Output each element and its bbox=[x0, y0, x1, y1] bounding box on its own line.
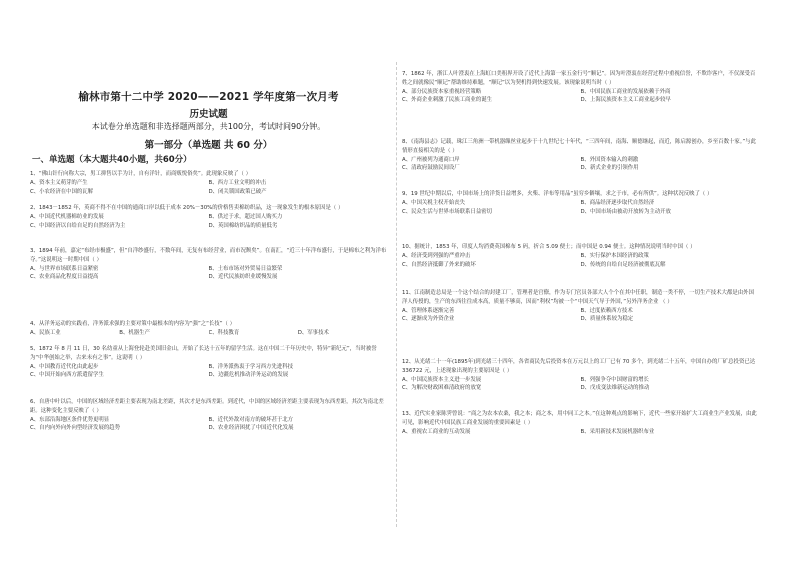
option-d: D、传统的自给自足经济被彻底瓦解 bbox=[580, 261, 666, 268]
question-stem: 1、“佛山针行向称大宗，男工抑售以手为计，自有洋针，而商贩悦俗矣”。此现象反映了（ ） bbox=[30, 171, 251, 177]
question-12 bbox=[402, 358, 759, 393]
question-stem: 8、《南海县志》记载，珠江三角洲一带机器缫丝业起步于十九世纪七十年代，“三四年间，南海、顺德继起，而近，陈启源创办，乡至百数十家。”与此情形直接相关的是（ ） bbox=[402, 139, 757, 154]
option-d: D、质量体系较为稳定 bbox=[580, 316, 634, 323]
option-c: C、中国开始向西方派遣留学生 bbox=[30, 372, 104, 379]
option-b: B、过度依赖西方技术 bbox=[580, 307, 633, 314]
option-b: B、机器生产 bbox=[119, 329, 150, 336]
option-d: D、边疆危机推动洋务运动的发展 bbox=[208, 372, 289, 379]
option-a: A、民族工业 bbox=[30, 329, 61, 336]
question-3 bbox=[30, 247, 387, 282]
option-a: A、管理体系逐渐完善 bbox=[402, 307, 455, 314]
option-d: D、闭关锁国政策已破产 bbox=[208, 188, 267, 195]
question-stem: 6、自唐中叶以后，中国的区域经济差距主要表现为南北差距，其次才是东西差距。到近代，中国的区域经济差距主要表现为东西差距，其次为南北差距。这种变化主要反映了（ ） bbox=[30, 399, 384, 414]
option-b: B、供过于求，超过国人购买力 bbox=[208, 213, 283, 220]
option-a: A、中国关税主权开始丧失 bbox=[402, 199, 465, 206]
question-10 bbox=[402, 243, 759, 269]
question-stem: 9、19 世纪中期以后，中国市场上的洋货日益增多，火柴、洋布等用品“虽穷乡僻壤，求之于市，必有所供”。这种状况反映了（ ） bbox=[402, 191, 713, 197]
question-stem: 4、从洋务运动的实践看，洋务派求强的主要对策中最根本的内容为“强”之“长技”（ ） bbox=[30, 321, 235, 327]
option-d: D、近代民族纺织业缓慢发展 bbox=[208, 274, 278, 281]
option-d: D、中国市场由被动开放转为主动开放 bbox=[580, 208, 671, 215]
option-b: B、列强争夺中国财富的增长 bbox=[580, 376, 649, 383]
question-5 bbox=[30, 345, 387, 380]
question-stem: 3、1894 年前，嘉定“布经市极盛”，但“自洋纱盛行，不数年间，无复有布经营业，而市况颓矣”。在南汇，“近三十年洋布盛行，于是棉布之利为洋布夺。”这说明这一时期中国（ ） bbox=[30, 248, 387, 263]
option-d: D、上海民族资本主义工商业起步较早 bbox=[580, 97, 671, 104]
option-b: B、实行保护本国经济的政策 bbox=[580, 252, 649, 259]
question-13 bbox=[402, 410, 759, 436]
option-b: B、土布市场对外贸易日益繁荣 bbox=[208, 265, 283, 272]
question-stem: 5、1872 年 8 月 11 日，30 名幼童从上海登轮赴美国旧金山，开始了长达十五年的留学生活。这在中国二千年历史中，特异“新纪元”，当时被誉为“中华创始之举，古来未有之事”。这说明（ ） bbox=[30, 346, 377, 361]
question-8 bbox=[402, 138, 759, 173]
option-a: A、与世界市场联系日益紧密 bbox=[30, 265, 99, 272]
question-stem: 7、1862 年，浙江人叶澄衷在上海虹口美租界开设了近代上海第一家五金行号“顺记”。因为叶澄衷在经营过程中重视信誉，不欺诈客户，不仅深受百姓之间就像民“顺记”帮助维持难题，“顺记”以为契机得到快速发展。该现象说明当时（ ） bbox=[402, 71, 756, 86]
question-6 bbox=[30, 398, 387, 433]
option-d: D、军事技术 bbox=[297, 329, 329, 336]
option-d: D、英国棉纺织品的质量低劣 bbox=[208, 222, 278, 229]
option-c: C、清政府鼓励民间设厂 bbox=[402, 165, 460, 172]
question-7 bbox=[402, 70, 759, 105]
option-c: C、民众生活与世界市场联系日益密切 bbox=[402, 208, 493, 215]
option-c: C、小农经济在中国的瓦解 bbox=[30, 188, 94, 195]
option-b: B、外国资本输入的刺激 bbox=[580, 156, 639, 163]
option-a: A、中国近代机器棉纺业的发展 bbox=[30, 213, 104, 220]
option-b: B、西方工业文明的冲击 bbox=[208, 179, 267, 186]
question-stem: 10、据统计，1853 年，印度人均消费英国棉布 5 码，折合 5.09 便士；而中国是 0.94 便士。这种情况说明当时中国（ ） bbox=[402, 244, 696, 250]
option-a: A、中国民族资本主义进一步发展 bbox=[402, 376, 482, 383]
option-a: A、经济受到列强的严重冲击 bbox=[402, 252, 471, 259]
exam-notice: 本试卷分单选题和非选择题两部分，共100分，考试时间90分钟。 bbox=[91, 122, 326, 131]
question-9 bbox=[402, 190, 759, 216]
option-d: D、农业经济困扰了中国近代化发展 bbox=[208, 425, 294, 432]
option-a: A、重视农工商业的互动发展 bbox=[402, 428, 471, 435]
option-a: A、广州被列为通商口岸 bbox=[402, 156, 460, 163]
option-c: C、农业商品化程度日益提高 bbox=[30, 274, 99, 281]
option-a: A、部分民族资本家重视经营策略 bbox=[402, 88, 482, 95]
exam-title: 榆林市第十二中学 2020——2021 学年度第一次月考 bbox=[78, 91, 339, 103]
question-2 bbox=[30, 204, 387, 230]
question-stem: 11、江南制造总局是一个这个结合的封建工厂，管理者是官僚，作为专门官员各部大人个个在其中任职，制造一类不停，一切生产技术大都是由外国洋人传授的，生产的东西往往成本高，质量不够高，因而“利权”均被一个“中国天气导于外国，”另外洋务企业 （ ） bbox=[402, 290, 754, 305]
option-b: B、商品经济逐步取代自然经济 bbox=[580, 199, 655, 206]
question-stem: 2、1843－1852 年，英商不得不在中国的通商口岸以低于成本 20%－30%的价格售卖棉纺织品，这一现象发生的根本原因是（ ） bbox=[30, 205, 344, 211]
option-c: C、逐渐成为外资企业 bbox=[402, 316, 455, 323]
option-a: A、东部沿海地区条件优势更明显 bbox=[30, 416, 110, 423]
column-divider bbox=[396, 62, 397, 527]
option-c: C、自然经济抵御了外来的破坏 bbox=[402, 261, 476, 268]
option-b: B、采用新技术发展机器织布业 bbox=[580, 428, 655, 435]
question-1 bbox=[30, 170, 387, 196]
option-b: B、近代外敌对南方的破坏甚于北方 bbox=[208, 416, 294, 423]
option-b: B、洋务派热衷于学习西方先进科技 bbox=[208, 363, 294, 370]
question-4 bbox=[30, 320, 387, 338]
option-c: C、中国经济以自给自足的自然经济为主 bbox=[30, 222, 126, 229]
option-d: D、新式企业的引领作用 bbox=[580, 165, 639, 172]
option-a: A、资本主义萌芽的产生 bbox=[30, 179, 88, 186]
exam-subject: 历史试题 bbox=[189, 109, 228, 120]
question-stem: 13、近代实业家陈霁曾说：“商之为农本农桑，我之本；商之本，用中同工之本。”在这种观点的影响下，近代一些家开始扩大工商业生产业发展，由此可见，影响近代中国民族工商业发展的重要因素是（ ） bbox=[402, 411, 757, 426]
option-c: C、自内向外向外向型经济发展的趋势 bbox=[30, 425, 121, 432]
section-title: 一、单选题（本大题共40小题，共60分） bbox=[32, 155, 192, 165]
option-d: D、戊戌变法维新运动的推动 bbox=[580, 385, 650, 392]
option-c: C、为解决财政困难清政府的放宽 bbox=[402, 385, 482, 392]
question-11 bbox=[402, 289, 759, 324]
part-title: 第一部分（单选题 共 60 分） bbox=[144, 140, 273, 151]
option-b: B、中国民族工商业的发展依赖于外商 bbox=[580, 88, 671, 95]
option-a: A、中国教育近代化由此起步 bbox=[30, 363, 99, 370]
option-c: C、外商企业刺激了民族工商业的诞生 bbox=[402, 97, 493, 104]
option-c: C、科技教育 bbox=[208, 329, 240, 336]
question-stem: 12、从光绪二十一年(1895年)到光绪三十四年，各省商民先后投资本在万元以上的工厂已有 70 多个，到光绪二十五年，中国自办的厂矿总投资已达 336722 元，上述现象出现的主要原因是（ ） bbox=[402, 359, 756, 374]
